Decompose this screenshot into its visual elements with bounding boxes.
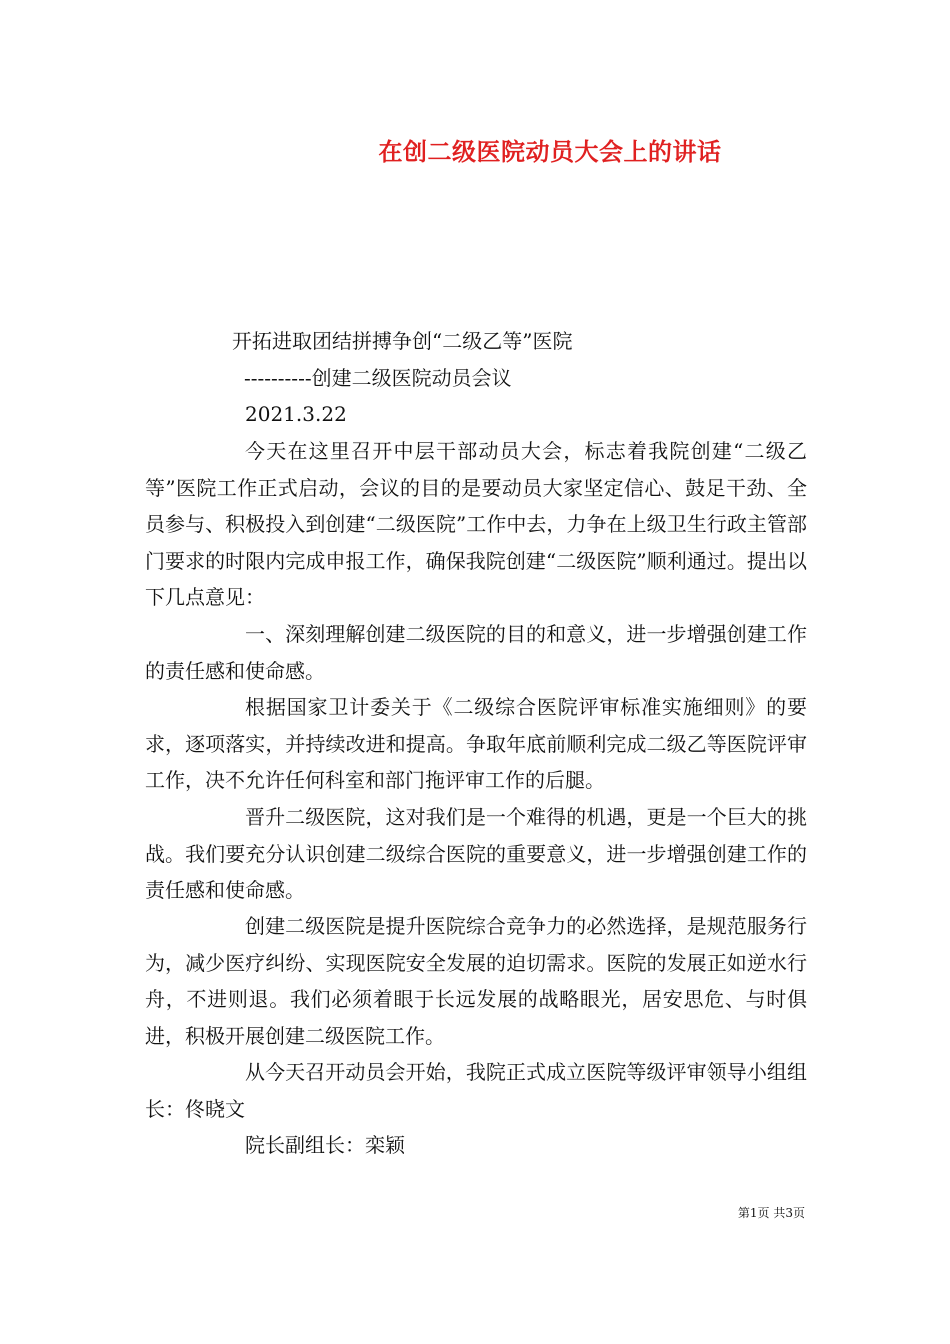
date: 2021.3.22	[245, 402, 347, 426]
meeting-line: ----------创建二级医院动员会议	[244, 366, 512, 390]
paragraph-2: 一、深刻理解创建二级医院的目的和意义，进一步增强创建工作的责任感和使命感。	[145, 622, 807, 683]
paragraph-1: 今天在这里召开中层干部动员大会，标志着我院创建“二级乙等”医院工作正式启动，会议的目的是要动员大家坚定信心、鼓足干劲、全员参与、积极投入到创建“二级医院”工作中去，力争在上级卫生行政主管部门要求的时限内完成申报工作，确保我院创建“二级医院”顺利通过。提出以下几点意见：	[145, 439, 807, 609]
paragraph-3: 根据国家卫计委关于《二级综合医院评审标准实施细则》的要求，逐项落实，并持续改进和提高。争取年底前顺利完成二级乙等医院评审工作，决不允许任何科室和部门拖评审工作的后腿。	[145, 695, 807, 792]
page-footer: 第1页 共3页	[737, 1206, 805, 1220]
page-title: 在创二级医院动员大会上的讲话	[378, 138, 722, 166]
paragraph-7: 院长副组长：栾颖	[245, 1133, 405, 1157]
paragraph-5: 创建二级医院是提升医院综合竞争力的必然选择，是规范服务行为，减少医疗纠纷、实现医院安全发展的迫切需求。医院的发展正如逆水行舟，不进则退。我们必须着眼于长远发展的战略眼光，居安思危、与时俱进，积极开展创建二级医院工作。	[145, 914, 807, 1048]
paragraph-4: 晋升二级医院，这对我们是一个难得的机遇，更是一个巨大的挑战。我们要充分认识创建二级综合医院的重要意义，进一步增强创建工作的责任感和使命感。	[145, 805, 807, 902]
paragraph-6: 从今天召开动员会开始，我院正式成立医院等级评审领导小组组长：佟晓文	[145, 1060, 807, 1121]
subtitle: 开拓进取团结拼搏争创“二级乙等”医院	[232, 329, 573, 353]
